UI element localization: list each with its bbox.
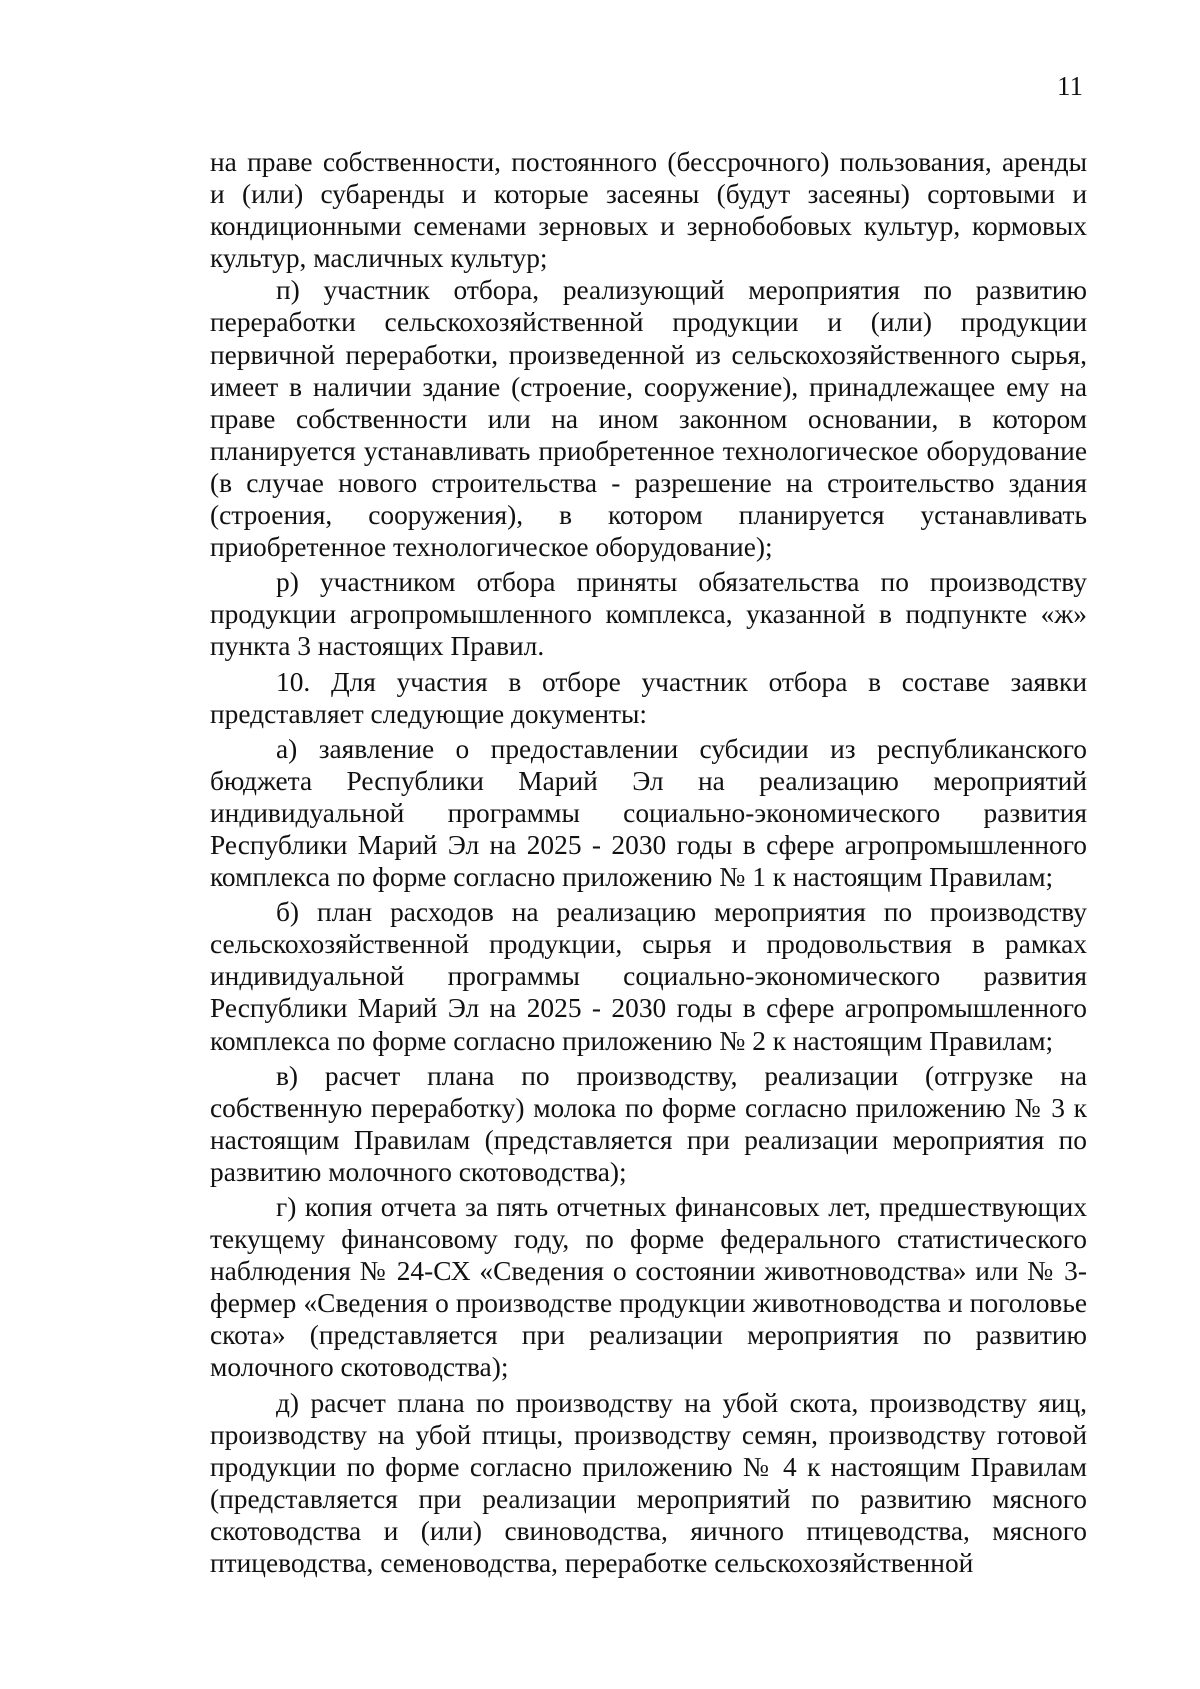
page-number: 11	[1057, 71, 1083, 101]
paragraph-item-r: р) участником отбора приняты обязательства по производству продукции агропромышленного комплекса, указанной в подпункте «ж» пункта 3 настоящих Правил.	[210, 567, 1087, 662]
paragraph-item-b: б) план расходов на реализацию мероприятия по производству сельскохозяйственной продукции, сырья и продовольствия в рамках индивидуальной программы социально-экономического развития Республики Марий Эл на 2025 - 2030 годы в сфере агропромышленного комплекса по форме согласно приложению № 2 к настоящим Правилам;	[210, 897, 1087, 1056]
paragraph-item-a: а) заявление о предоставлении субсидии из республиканского бюджета Республики Марий Эл на реализацию мероприятий индивидуальной программы социально-экономического развития Республики Марий Эл на 2025 - 2030 годы в сфере агропромышленного комплекса по форме согласно приложению № 1 к настоящим Правилам;	[210, 733, 1087, 893]
paragraph-clause-10: 10. Для участия в отборе участник отбора в составе заявки представляет следующие документы:	[210, 666, 1087, 729]
paragraph-continuation: на праве собственности, постоянного (бессрочного) пользования, аренды и (или) субаренды и которые засеяны (будут засеяны) сортовыми и кондиционными семенами зерновых и зернобобовых культур, кормовых культур, масличных культур;	[210, 147, 1087, 274]
paragraph-item-d: д) расчет плана по производству на убой скота, производству яиц, производству на убой птицы, производству семян, производству готовой продукции по форме согласно приложению № 4 к настоящим Правилам (представляется при реализации мероприятий по развитию мясного скотоводства и (или) свиноводства, яичного птицеводства, мясного птицеводства, семеноводства, переработке сельскохозяйственной	[210, 1387, 1087, 1579]
paragraph-item-g: г) копия отчета за пять отчетных финансовых лет, предшествующих текущему финансовому году, по форме федерального статистического наблюдения № 24-СХ «Сведения о состоянии животноводства» или № 3-фермер «Сведения о производстве продукции животноводства и поголовье скота» (представляется при реализации мероприятия по развитию молочного скотоводства);	[210, 1192, 1087, 1383]
document-body	[210, 146, 1087, 1579]
paragraph-item-v: в) расчет плана по производству, реализации (отгрузке на собственную переработку) молока по форме согласно приложению № 3 к настоящим Правилам (представляется при реализации мероприятия по развитию молочного скотоводства);	[210, 1060, 1087, 1187]
paragraph-item-p: п) участник отбора, реализующий мероприятия по развитию переработки сельскохозяйственной продукции и (или) продукции первичной переработки, произведенной из сельскохозяйственного сырья, имеет в наличии здание (строение, сооружение), принадлежащее ему на праве собственности или на ином законном основании, в котором планируется устанавливать приобретенное технологическое оборудование (в случае нового строительства - разрешение на строительство здания (строения, сооружения), в котором планируется устанавливать приобретенное технологическое оборудование);	[210, 275, 1087, 563]
